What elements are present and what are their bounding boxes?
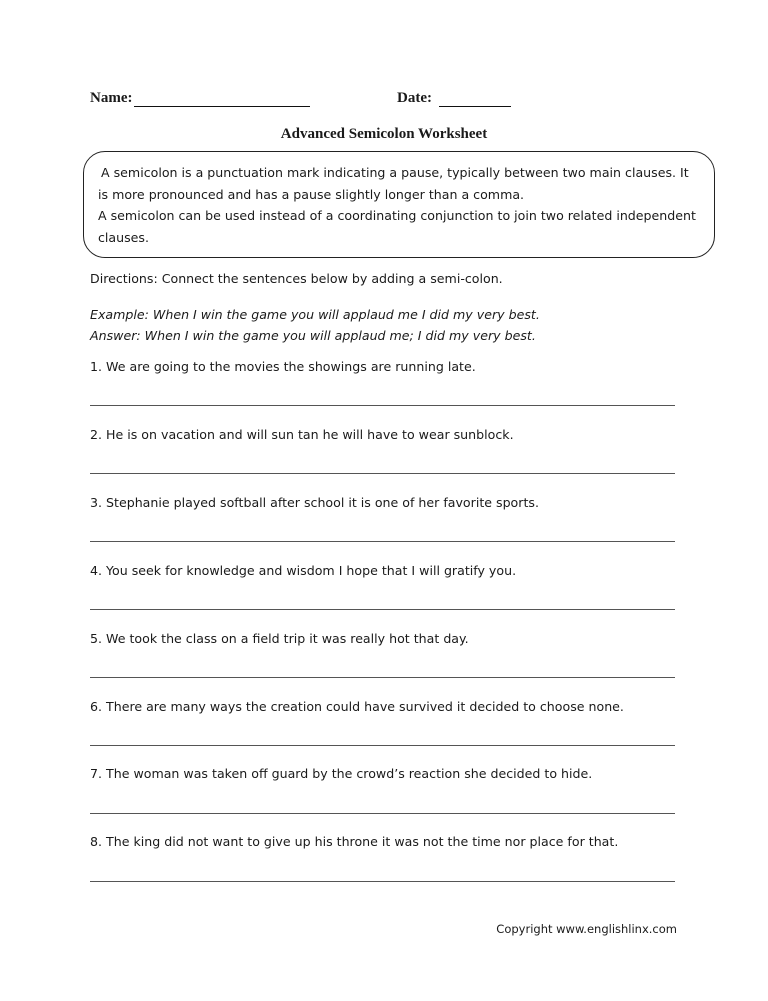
name-label: Name:: [90, 90, 133, 106]
question-4: 4. You seek for knowledge and wisdom I hope that I will gratify you.: [90, 563, 517, 578]
info-paragraph-2: A semicolon can be used instead of a coordinating conjunction to join two related independent clauses.: [98, 208, 696, 245]
date-label: Date:: [397, 90, 432, 106]
question-2: 2. He is on vacation and will sun tan he will have to wear sunblock.: [90, 427, 514, 442]
answer-line-6[interactable]: [90, 745, 675, 746]
answer-line: Answer: When I win the game you will applaud me; I did my very best.: [90, 328, 536, 343]
answer-line-1[interactable]: [90, 405, 675, 406]
name-blank-line: [134, 92, 310, 107]
answer-line-8[interactable]: [90, 881, 675, 882]
info-box: [83, 151, 715, 258]
worksheet-title: Advanced Semicolon Worksheet: [280, 126, 488, 142]
answer-line-7[interactable]: [90, 813, 675, 814]
question-5: 5. We took the class on a field trip it was really hot that day.: [90, 631, 469, 646]
answer-line-2[interactable]: [90, 473, 675, 474]
answer-line-5[interactable]: [90, 677, 675, 678]
example-block: [90, 304, 540, 346]
copyright-text: Copyright www.englishlinx.com: [496, 922, 677, 936]
answer-line-3[interactable]: [90, 541, 675, 542]
question-1: 1. We are going to the movies the showings are running late.: [90, 359, 476, 374]
question-8: 8. The king did not want to give up his throne it was not the time nor place for that.: [90, 834, 619, 849]
directions: Directions: Connect the sentences below by adding a semi-colon.: [90, 271, 503, 286]
answer-line-4[interactable]: [90, 609, 675, 610]
info-paragraph-1: A semicolon is a punctuation mark indicating a pause, typically between two main clauses. It is more pronounced and has a pause slightly longer than a comma.: [98, 165, 689, 202]
example-line: Example: When I win the game you will applaud me I did my very best.: [90, 307, 540, 322]
question-3: 3. Stephanie played softball after school it is one of her favorite sports.: [90, 495, 539, 510]
question-7: 7. The woman was taken off guard by the crowd’s reaction she decided to hide.: [90, 766, 593, 781]
date-blank-line: [439, 92, 511, 107]
question-6: 6. There are many ways the creation could have survived it decided to choose none.: [90, 699, 624, 714]
